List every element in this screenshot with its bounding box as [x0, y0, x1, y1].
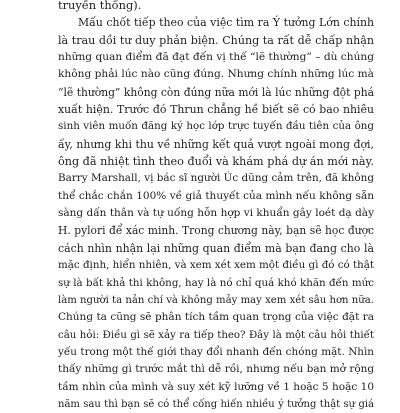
text-line: Mấu chốt tiếp theo của việc tìm ra Ý tưởng Lớn chính: [78, 16, 374, 30]
text-line: thể chắc chắn 100% về giả thuyết của mình nếu không sẵn: [58, 189, 374, 202]
text-line: sàng dấn thân và tự uống hỗn hợp vi khuẩn gây loét dạ dày: [58, 207, 374, 220]
text-line: là trau dồi tư duy phản biện. Chúng ta rất dễ chấp nhận: [58, 33, 374, 47]
body-text: [58, 0, 374, 413]
text-line: H. pylori để xác minh. Trong chương này, bạn sẽ học được: [58, 224, 374, 238]
text-line: truyền thống).: [58, 0, 142, 12]
text-line: Chúng ta cũng sẽ phân tích tầm quan trọng của việc đặt ra: [58, 311, 374, 324]
text-line: thấy những gì trước mắt thì dễ rồi, nhưng nếu bạn mở rộng: [58, 363, 375, 376]
text-line: năm sau thì bạn sẽ có thể cống hiến nhiều ý tưởng thật sự giá: [58, 398, 374, 410]
text-line: Barry Marshall, vị bác sĩ người Úc dũng cảm trên, đã không: [58, 172, 374, 185]
text-line: sinh viên muốn đăng ký học lớp trực tuyến đầu tiên của ông: [58, 120, 374, 133]
text-line: cách nhìn nhận lại những quan điểm mà bạn đang cho là: [58, 241, 374, 255]
text-line: ông đã nhiệt tình theo đuổi và khám phá dự án mới này.: [58, 155, 374, 169]
text-line: yếu trong một thế giới thay đổi nhanh đến chóng mặt. Nhìn: [58, 345, 374, 358]
text-line: “lẽ thường” không còn đúng nữa mới là lúc những đột phá: [58, 85, 374, 99]
text-line: câu hỏi: Điều gì sẽ xảy ra tiếp theo? Đây là một câu hỏi thiết: [58, 329, 374, 341]
text-line: những quan điểm đã đạt đến vị thế “lẽ thường” – dù chúng: [58, 51, 374, 64]
text-line: ấy, nhưng khi thu về những kết quả vượt ngoài mong đợi,: [58, 137, 374, 151]
text-line: sự là bất khả thi không, hay là nó chỉ quá khó khăn đến mức: [58, 276, 374, 289]
text-line: tầm nhìn của mình và suy xét kỹ lưỡng về 1 hoặc 5 hoặc 10: [58, 380, 374, 393]
text-line: làm người ta nản chí và không mảy may xem xét sâu hơn nữa.: [58, 294, 374, 306]
text-line: mặc định, hiển nhiên, và xem xét xem một điều gì đó có thật: [58, 259, 375, 272]
text-line: không phải lúc nào cũng đúng. Nhưng chính những lúc mà: [58, 68, 374, 81]
text-line: xuất hiện. Trước đó Thrun chẳng hề biết sẽ có bao nhiêu: [58, 103, 374, 117]
